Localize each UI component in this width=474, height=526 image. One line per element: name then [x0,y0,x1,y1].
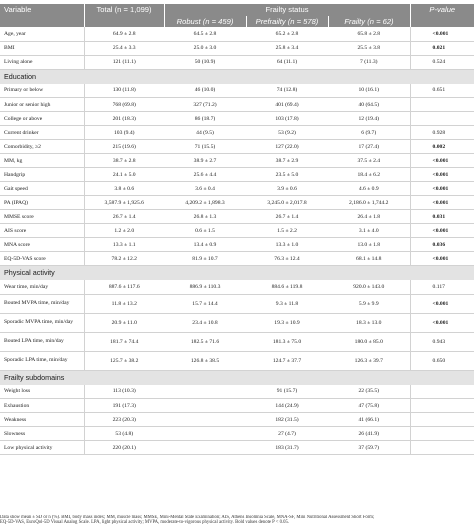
table-row [0,313,474,332]
cell-p-value: <0.001 [410,294,474,313]
cell-p-value: 0.650 [410,351,474,370]
table-row [0,224,474,238]
section-title: Education [0,69,474,84]
table-row [0,55,474,69]
cell-frailty: 26.4 ± 1.8 [328,210,410,224]
cell-frailty: 25.5 ± 3.8 [328,41,410,55]
cell-frailty: 2,186.0 ± 1,744.2 [328,196,410,210]
cell-prefrailty: 27 (4.7) [246,427,328,441]
cell-p-value [410,427,474,441]
cell-prefrailty: 74 (12.8) [246,84,328,98]
cell-p-value: <0.001 [410,224,474,238]
cell-frailty: 18.3 ± 13.0 [328,313,410,332]
table-row [0,385,474,399]
row-label: MM, kg [0,154,84,168]
cell-robust: 71 (15.5) [164,140,246,154]
table-row [0,427,474,441]
cell-p-value: <0.001 [410,182,474,196]
row-label: Weakness [0,413,84,427]
cell-total: 53 (4.8) [84,427,164,441]
row-label: Primary or below [0,84,84,98]
table-row [0,98,474,112]
cell-frailty: 180.0 ± 85.0 [328,332,410,351]
cell-prefrailty: 38.7 ± 2.9 [246,154,328,168]
header-blank-3 [410,16,474,27]
cell-frailty: 3.1 ± 4.0 [328,224,410,238]
cell-frailty: 65.8 ± 2.8 [328,27,410,41]
cell-robust: 81.9 ± 10.7 [164,252,246,266]
cell-robust: 15.7 ± 14.4 [164,294,246,313]
cell-frailty: 6 (9.7) [328,126,410,140]
cell-frailty: 41 (66.1) [328,413,410,427]
table-row [0,413,474,427]
characteristics-table [0,4,474,455]
section-title: Frailty subdomains [0,370,474,385]
cell-total: 887.6 ± 117.6 [84,280,164,294]
cell-frailty: 12 (19.4) [328,112,410,126]
row-label: Weight loss [0,385,84,399]
row-label: Low physical activity [0,441,84,455]
header-blank-1 [0,16,84,27]
section-title: Physical activity [0,266,474,281]
table-row [0,168,474,182]
cell-total: 103 (9.4) [84,126,164,140]
row-label: Handgrip [0,168,84,182]
cell-prefrailty: 1.5 ± 2.2 [246,224,328,238]
table-row [0,84,474,98]
table-row [0,140,474,154]
header-frailty: Frailty (n = 62) [328,16,410,27]
cell-total: 191 (17.3) [84,399,164,413]
table-row [0,238,474,252]
cell-robust: 182.5 ± 71.6 [164,332,246,351]
row-label: Bouted LPA time, min/day [0,332,84,351]
cell-total: 13.3 ± 1.1 [84,238,164,252]
row-label: College or above [0,112,84,126]
cell-robust: 4,209.2 ± 1,898.3 [164,196,246,210]
table-row [0,294,474,313]
row-label: BMI [0,41,84,55]
cell-frailty: 18.4 ± 6.2 [328,168,410,182]
cell-frailty: 26 (41.9) [328,427,410,441]
cell-total: 121 (11.1) [84,55,164,69]
cell-frailty: 126.3 ± 39.7 [328,351,410,370]
cell-p-value: 0.524 [410,55,474,69]
cell-prefrailty: 181.3 ± 75.0 [246,332,328,351]
cell-total: 64.9 ± 2.8 [84,27,164,41]
section-header-row [0,370,474,385]
cell-robust: 3.6 ± 0.4 [164,182,246,196]
cell-robust: 44 (9.5) [164,126,246,140]
cell-p-value [410,385,474,399]
cell-total: 25.4 ± 3.3 [84,41,164,55]
cell-p-value [410,413,474,427]
cell-total: 26.7 ± 1.4 [84,210,164,224]
cell-prefrailty: 3.9 ± 0.6 [246,182,328,196]
header-p-value: P-value [410,4,474,16]
cell-prefrailty: 103 (17.8) [246,112,328,126]
cell-robust [164,441,246,455]
cell-p-value: <0.001 [410,27,474,41]
cell-p-value: 0.002 [410,140,474,154]
cell-prefrailty: 19.3 ± 10.9 [246,313,328,332]
cell-total: 20.9 ± 11.0 [84,313,164,332]
cell-p-value [410,112,474,126]
cell-total: 220 (20.1) [84,441,164,455]
table-row [0,332,474,351]
row-label: MNA score [0,238,84,252]
cell-prefrailty: 144 (24.9) [246,399,328,413]
section-header-row [0,69,474,84]
table-row [0,351,474,370]
row-label: Wear time, min/day [0,280,84,294]
cell-p-value: <0.001 [410,196,474,210]
cell-p-value: 0.021 [410,41,474,55]
cell-total: 3.8 ± 0.6 [84,182,164,196]
cell-total: 215 (19.6) [84,140,164,154]
row-label: Living alone [0,55,84,69]
cell-frailty: 10 (16.1) [328,84,410,98]
cell-prefrailty: 884.6 ± 119.8 [246,280,328,294]
cell-total: 130 (11.8) [84,84,164,98]
header-robust: Robust (n = 459) [164,16,246,27]
table-row [0,126,474,140]
table-row [0,252,474,266]
cell-prefrailty: 65.2 ± 2.8 [246,27,328,41]
footnote-line-2: EQ-5D-VAS, EuroQol-5D Visual Analog Scale. LPA, light physical activity; MVPA, moderate-to-vigorous physical activity. Bold values denote P < 0.05. [0,520,289,526]
cell-robust: 13.4 ± 0.9 [164,238,246,252]
table-row [0,280,474,294]
cell-p-value: 0.928 [410,126,474,140]
cell-robust [164,413,246,427]
cell-prefrailty: 13.3 ± 1.0 [246,238,328,252]
cell-robust: 327 (71.2) [164,98,246,112]
cell-robust: 86 (18.7) [164,112,246,126]
cell-p-value: <0.001 [410,154,474,168]
row-label: Junior or senior high [0,98,84,112]
table-header-row-1 [0,4,474,16]
cell-prefrailty: 401 (69.4) [246,98,328,112]
cell-robust [164,385,246,399]
cell-frailty: 22 (35.5) [328,385,410,399]
cell-frailty: 13.0 ± 1.8 [328,238,410,252]
cell-prefrailty: 25.8 ± 3.4 [246,41,328,55]
cell-p-value [410,399,474,413]
cell-robust [164,427,246,441]
cell-prefrailty: 9.3 ± 11.8 [246,294,328,313]
cell-robust: 25.6 ± 4.4 [164,168,246,182]
row-label: PA (IPAQ) [0,196,84,210]
row-label: Slowness [0,427,84,441]
table-row [0,41,474,55]
footnote-line-1: Data show mean ± SD or n (%). BMI, body mass index; MM, muscle mass; MMSE, Mini-Mental State Examination; AIS, Athens Insomnia Scale, MNA-SF, Mini Nutritional Assessment Short Form; [0,515,375,520]
cell-total: 24.1 ± 5.0 [84,168,164,182]
cell-frailty: 7 (11.3) [328,55,410,69]
row-label: Exhaustion [0,399,84,413]
table-row [0,27,474,41]
table-row [0,441,474,455]
row-label: AIS score [0,224,84,238]
cell-robust: 886.9 ± 110.3 [164,280,246,294]
cell-total: 768 (69.8) [84,98,164,112]
cell-prefrailty: 127 (22.0) [246,140,328,154]
cell-robust: 126.8 ± 38.5 [164,351,246,370]
cell-prefrailty: 3,245.0 ± 2,017.8 [246,196,328,210]
row-label: Current drinker [0,126,84,140]
cell-prefrailty: 76.3 ± 12.4 [246,252,328,266]
table-row [0,399,474,413]
table-footnote [0,515,474,526]
cell-total: 78.2 ± 12.2 [84,252,164,266]
table-row [0,182,474,196]
cell-total: 125.7 ± 38.2 [84,351,164,370]
cell-robust: 46 (10.0) [164,84,246,98]
cell-p-value: <0.001 [410,168,474,182]
cell-robust: 50 (10.9) [164,55,246,69]
cell-total: 201 (18.3) [84,112,164,126]
cell-frailty: 920.0 ± 143.0 [328,280,410,294]
row-label: Bouted MVPA time, min/day [0,294,84,313]
cell-total: 3,587.9 ± 1,925.6 [84,196,164,210]
cell-robust: 23.4 ± 10.8 [164,313,246,332]
table-row [0,154,474,168]
cell-prefrailty: 26.7 ± 1.4 [246,210,328,224]
cell-p-value: 0.036 [410,238,474,252]
cell-prefrailty: 124.7 ± 37.7 [246,351,328,370]
cell-robust: 25.0 ± 3.0 [164,41,246,55]
cell-p-value [410,98,474,112]
row-label: MMSE score [0,210,84,224]
table-row [0,112,474,126]
cell-prefrailty: 23.5 ± 5.0 [246,168,328,182]
cell-total: 38.7 ± 2.8 [84,154,164,168]
cell-total: 11.8 ± 13.2 [84,294,164,313]
row-label: Sporadic LPA time, min/day [0,351,84,370]
header-total: Total (n = 1,099) [84,4,164,16]
cell-robust: 0.6 ± 1.5 [164,224,246,238]
cell-p-value [410,441,474,455]
cell-frailty: 4.6 ± 0.9 [328,182,410,196]
cell-prefrailty: 64 (11.1) [246,55,328,69]
cell-frailty: 37.5 ± 2.4 [328,154,410,168]
row-label: Age, year [0,27,84,41]
cell-p-value: 0.117 [410,280,474,294]
row-label: EQ-5D-VAS score [0,252,84,266]
table-row [0,196,474,210]
cell-p-value: 0.943 [410,332,474,351]
table-header-row-2 [0,16,474,27]
cell-p-value: 0.031 [410,210,474,224]
row-label: Comorbidity, ≥2 [0,140,84,154]
cell-total: 1.2 ± 2.0 [84,224,164,238]
cell-p-value: <0.001 [410,252,474,266]
cell-frailty: 47 (75.8) [328,399,410,413]
header-prefrailty: Prefrailty (n = 578) [246,16,328,27]
cell-prefrailty: 53 (9.2) [246,126,328,140]
cell-p-value: 0.651 [410,84,474,98]
cell-p-value: <0.001 [410,313,474,332]
cell-frailty: 68.1 ± 14.8 [328,252,410,266]
cell-robust: 64.5 ± 2.8 [164,27,246,41]
cell-total: 181.7 ± 74.4 [84,332,164,351]
header-frailty-status: Frailty status [164,4,410,16]
cell-prefrailty: 183 (31.7) [246,441,328,455]
cell-robust: 26.8 ± 1.3 [164,210,246,224]
table-row [0,210,474,224]
cell-robust: 38.9 ± 2.7 [164,154,246,168]
cell-frailty: 37 (59.7) [328,441,410,455]
section-header-row [0,266,474,281]
cell-prefrailty: 182 (31.5) [246,413,328,427]
cell-frailty: 40 (64.5) [328,98,410,112]
row-label: Sporadic MVPA time, min/day [0,313,84,332]
cell-frailty: 5.9 ± 9.9 [328,294,410,313]
cell-total: 223 (20.3) [84,413,164,427]
cell-robust [164,399,246,413]
header-blank-2 [84,16,164,27]
cell-prefrailty: 91 (15.7) [246,385,328,399]
header-variable: Variable [0,4,84,16]
row-label: Gait speed [0,182,84,196]
cell-total: 113 (10.3) [84,385,164,399]
table-body [0,27,474,455]
cell-frailty: 17 (27.4) [328,140,410,154]
